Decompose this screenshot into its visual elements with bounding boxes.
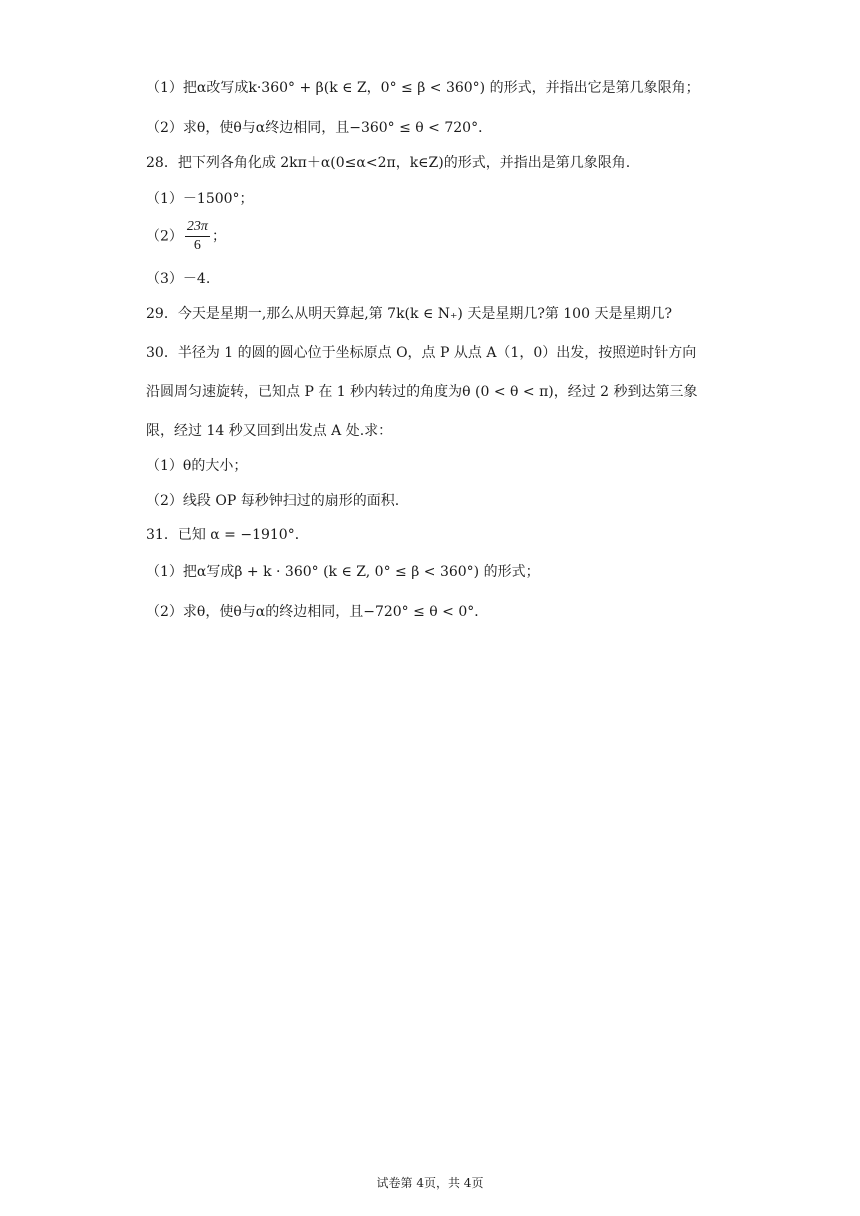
q30-stem-line2: 沿圆周匀速旋转，已知点 P 在 1 秒内转过的角度为θ (0 < θ < π)，经过 2 秒到达第三象 (146, 384, 698, 400)
q28-part1: （1）－1500°； (146, 191, 254, 207)
q28-part2-suffix: ； (211, 228, 226, 245)
fraction-numerator: 23π (185, 218, 210, 237)
q30-part1: （1）θ的大小； (146, 458, 248, 474)
q30-part2: （2）线段 OP 每秒钟扫过的扇形的面积. (146, 493, 400, 509)
page-footer: 试卷第 4页，共 4页 (376, 1176, 484, 1190)
q28-part2-prefix: （2） (146, 228, 183, 245)
q31-part2: （2）求θ，使θ与α的终边相同，且−720° ≤ θ < 0°． (146, 604, 489, 620)
fraction-denominator: 6 (193, 238, 201, 253)
q29-stem: 29．今天是星期一,那么从明天算起,第 7k(k ∈ N₊) 天是星期几?第 100 天是星期几? (146, 306, 672, 322)
q28-part3: （3）－4. (146, 271, 211, 287)
fraction (185, 218, 210, 255)
q28-part2 (146, 218, 226, 255)
q31-part1: （1）把α写成β + k · 360° (k ∈ Z, 0° ≤ β < 360°) 的形式； (146, 564, 540, 580)
q31-stem: 31．已知 α = −1910°． (146, 527, 309, 543)
q28-stem: 28．把下列各角化成 2kπ＋α(0≤α<2π，k∈Z)的形式，并指出是第几象限角. (146, 155, 631, 171)
q27-part1: （1）把α改写成k·360° + β(k ∈ Z，0° ≤ β < 360°) 的形式，并指出它是第几象限角； (146, 80, 700, 96)
q30-stem-line1: 30．半径为 1 的圆的圆心位于坐标原点 O，点 P 从点 A（1，0）出发，按照逆时针方向 (146, 345, 697, 361)
q27-part2: （2）求θ，使θ与α终边相同，且−360° ≤ θ < 720°． (146, 120, 493, 136)
q30-stem-line3: 限，经过 14 秒又回到出发点 A 处.求： (146, 423, 393, 439)
